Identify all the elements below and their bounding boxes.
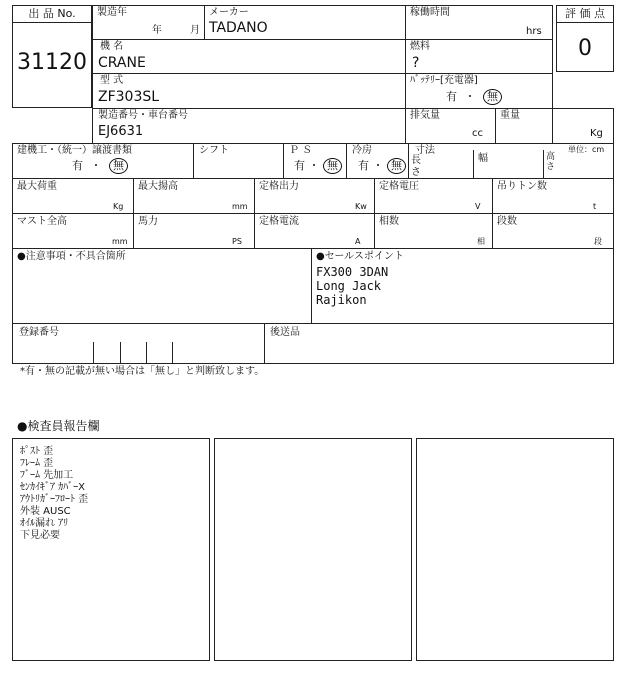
horsepower-unit: PS (232, 237, 242, 246)
transfer-doc-label: 建機工・（統一）譲渡書類 (17, 145, 132, 156)
serial-value: EJ6631 (98, 124, 144, 139)
inspector-report-box-2 (214, 438, 412, 661)
hours-label: 稼働時間 (410, 7, 450, 18)
grade-value: 0 (578, 36, 592, 61)
max-load-unit: Kg (113, 202, 124, 211)
weight-unit: Kg (590, 128, 603, 139)
ac-yes-no (358, 158, 406, 174)
ac-yes: 有 (358, 159, 369, 172)
battery-yes-no (446, 89, 502, 105)
report-line: ｱｳﾄﾘｶﾞｰﾌﾛｰﾄ 歪 (20, 494, 89, 505)
inspector-heading: ●検査員報告欄 (17, 419, 100, 433)
phase-unit: 相 (477, 237, 485, 246)
max-lift-unit: mm (232, 202, 248, 211)
lot-number-label: 出 品 No. (28, 7, 76, 20)
sales-point-line: Long Jack (316, 279, 382, 293)
battery-no-circled: 無 (483, 89, 502, 105)
sales-point-line: FX300 3DAN (316, 265, 389, 279)
sales-points (316, 265, 388, 307)
report-line: ﾌﾞｰﾑ 先加工 (20, 470, 74, 481)
rated-voltage-unit: V (475, 202, 481, 211)
weight-label: 重量 (500, 110, 520, 121)
max-lift-label: 最大揚高 (138, 181, 178, 192)
ac-no-circled: 無 (387, 158, 406, 174)
stages-label: 段数 (497, 216, 517, 227)
hoist-tons-label: 吊りトン数 (497, 181, 547, 192)
rated-output-label: 定格出力 (259, 181, 299, 192)
ps-label: Ｐ Ｓ (289, 145, 313, 156)
rated-output-unit: Kw (355, 202, 367, 211)
registration-label: 登録番号 (19, 327, 59, 338)
phase-label: 相数 (379, 216, 399, 227)
mast-height-label: マスト全高 (17, 216, 67, 227)
ac-dot: ・ (372, 159, 384, 172)
model-name-label: 機 名 (100, 41, 124, 52)
transfer-doc-yes-no (72, 158, 128, 174)
mast-height-unit: mm (112, 237, 128, 246)
report-line: ｾﾝｶｲｷﾞｱ ｶﾊﾞｰX (20, 482, 86, 493)
transfer-doc-no-circled: 無 (109, 158, 128, 174)
fuel-label: 燃料 (410, 41, 430, 52)
lot-number-header-cell (12, 5, 92, 23)
month-unit: 月 (190, 25, 200, 36)
notes-label: ●注意事項・不具合箇所 (17, 251, 126, 262)
sales-point-line: Rajikon (316, 293, 367, 307)
ac-label: 冷房 (352, 145, 372, 156)
ps-yes-no (294, 158, 342, 174)
report-line: ﾌﾚｰﾑ 歪 (20, 458, 54, 469)
battery-label: ﾊﾞｯﾃﾘｰ[充電器] (410, 75, 478, 86)
maker-label: メーカー (209, 7, 249, 18)
report-line: 外装 AUSC (20, 506, 71, 517)
year-unit: 年 (152, 25, 162, 36)
max-load-label: 最大荷重 (17, 181, 57, 192)
rated-voltage-label: 定格電圧 (379, 181, 419, 192)
grade-label: 評 価 点 (565, 7, 605, 20)
grade-value-cell (556, 22, 614, 72)
inspector-report-box-3 (416, 438, 614, 661)
weight-cell (552, 108, 614, 144)
horsepower-label: 馬力 (138, 216, 158, 227)
displacement-unit: cc (472, 128, 483, 139)
shipping-label: 後送品 (270, 327, 300, 338)
lot-number-value-cell (12, 22, 92, 108)
dims-label: 寸法 (415, 145, 435, 156)
dims-width-label: 幅 (478, 153, 488, 164)
serial-label: 製造番号・車台番号 (98, 110, 188, 121)
hoist-tons-unit: t (593, 202, 597, 211)
dims-unit-note: 単位：cm (568, 145, 605, 154)
fuel-value: ? (412, 55, 420, 71)
ps-dot: ・ (308, 159, 320, 172)
stages-unit: 段 (594, 237, 602, 246)
inspector-report-box-1 (12, 438, 210, 661)
ps-no-circled: 無 (323, 158, 342, 174)
lot-number-value: 31120 (17, 50, 87, 75)
transfer-doc-dot: ・ (90, 159, 102, 172)
registration-shipping-box (12, 323, 614, 364)
battery-yes: 有 (446, 90, 457, 103)
sales-label: ●セールスポイント (316, 251, 404, 262)
rated-current-unit: A (355, 237, 361, 246)
report-line: ﾎﾟｽﾄ 歪 (20, 446, 54, 457)
hours-unit: hrs (526, 26, 542, 37)
shift-label: シフト (199, 145, 229, 156)
displacement-label: 排気量 (410, 110, 440, 121)
report-line: ｵｲﾙ漏れ ｱﾘ (20, 518, 69, 529)
footnote: *有・無の記載が無い場合は「無し」と判断致します。 (20, 366, 265, 377)
year-label: 製造年 (97, 7, 127, 18)
rated-current-label: 定格電流 (259, 216, 299, 227)
transfer-doc-yes: 有 (72, 159, 83, 172)
maker-value: TADANO (209, 20, 268, 36)
model-name-value: CRANE (98, 55, 146, 71)
dims-height-label: 高さ (546, 152, 556, 172)
model-type-label: 型 式 (100, 75, 124, 86)
grade-header-cell (556, 5, 614, 23)
model-type-value: ZF303SL (98, 89, 160, 105)
dims-length-label: 長さ (411, 155, 421, 178)
ps-yes: 有 (294, 159, 305, 172)
inspector-report-lines (20, 446, 88, 542)
report-line: 下見必要 (20, 530, 60, 541)
battery-dot: ・ (464, 90, 476, 103)
